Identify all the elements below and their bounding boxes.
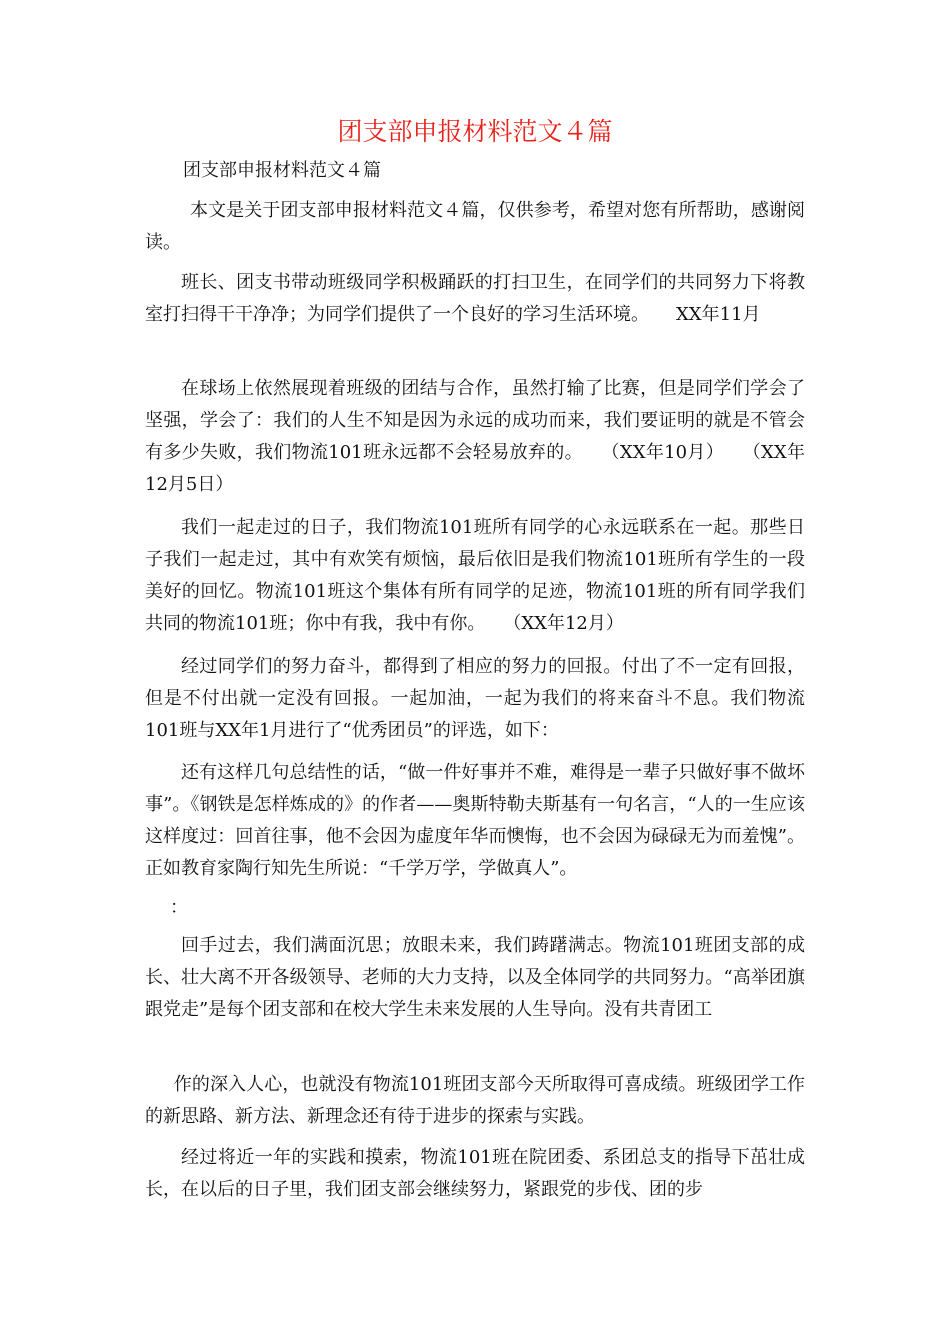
body-paragraph: 经过将近一年的实践和摸索，物流101班在院团委、系团总支的指导下茁壮成长，在以后的日子里，我们团支部会继续努力，紧跟党的步伐、团的步 <box>145 1147 805 1200</box>
stray-colon: ： <box>170 897 188 918</box>
body-paragraph: 还有这样几句总结性的话，“做一件好事并不难，难得是一辈子只做好事不做坏事”。《钢铁是怎样炼成的》的作者——奥斯特勒夫斯基有一句名言，“人的一生应该这样度过：回首往事，他不会因为虚度年华而懊悔，也不会因为碌碌无为而羞愧”。正如教育家陶行知先生所说：“千学万学，学做真人”。 <box>145 762 805 879</box>
document-title: 团支部申报材料范文４篇 <box>337 117 613 146</box>
intro-paragraph: 本文是关于团支部申报材料范文４篇，仅供参考，希望对您有所帮助，感谢阅读。 <box>145 200 805 253</box>
body-paragraph: 经过同学们的努力奋斗，都得到了相应的努力的回报。付出了不一定有回报，但是不付出就一定没有回报。一起加油，一起为我们的将来奋斗不息。我们物流101班与XX年1月进行了“优秀团员”的评选，如下： <box>145 656 805 741</box>
body-paragraph: 回手过去，我们满面沉思；放眼未来，我们踌躇满志。物流101班团支部的成长、壮大离不开各级领导、老师的大力支持，以及全体同学的共同努力。“高举团旗跟党走”是每个团支部和在校大学生未来发展的人生导向。没有共青团工 <box>145 935 805 1020</box>
body-paragraph-continued: 作的深入人心，也就没有物流101班团支部今天所取得可喜成绩。班级团学工作的新思路、新方法、新理念还有待于进步的探索与实践。 <box>145 1074 805 1127</box>
document-subtitle: 团支部申报材料范文４篇 <box>183 160 381 181</box>
body-paragraph: 班长、团支书带动班级同学积极踊跃的打扫卫生，在同学们的共同努力下将教室打扫得干干净净；为同学们提供了一个良好的学习生活环境。 XX年11月 <box>145 272 805 325</box>
body-paragraph: 我们一起走过的日子，我们物流101班所有同学的心永远联系在一起。那些日子我们一起走过，其中有欢笑有烦恼，最后依旧是我们物流101班所有学生的一段美好的回忆。物流101班这个集体有所有同学的足迹，物流101班的所有同学我们共同的物流101班；你中有我，我中有你。 （XX年12月） <box>145 517 805 634</box>
body-paragraph: 在球场上依然展现着班级的团结与合作，虽然打输了比赛，但是同学们学会了坚强，学会了：我们的人生不知是因为永远的成功而来，我们要证明的就是不管会有多少失败，我们物流101班永远都不会轻易放弃的。 （XX年10月） （XX年12月5日） <box>145 378 805 495</box>
